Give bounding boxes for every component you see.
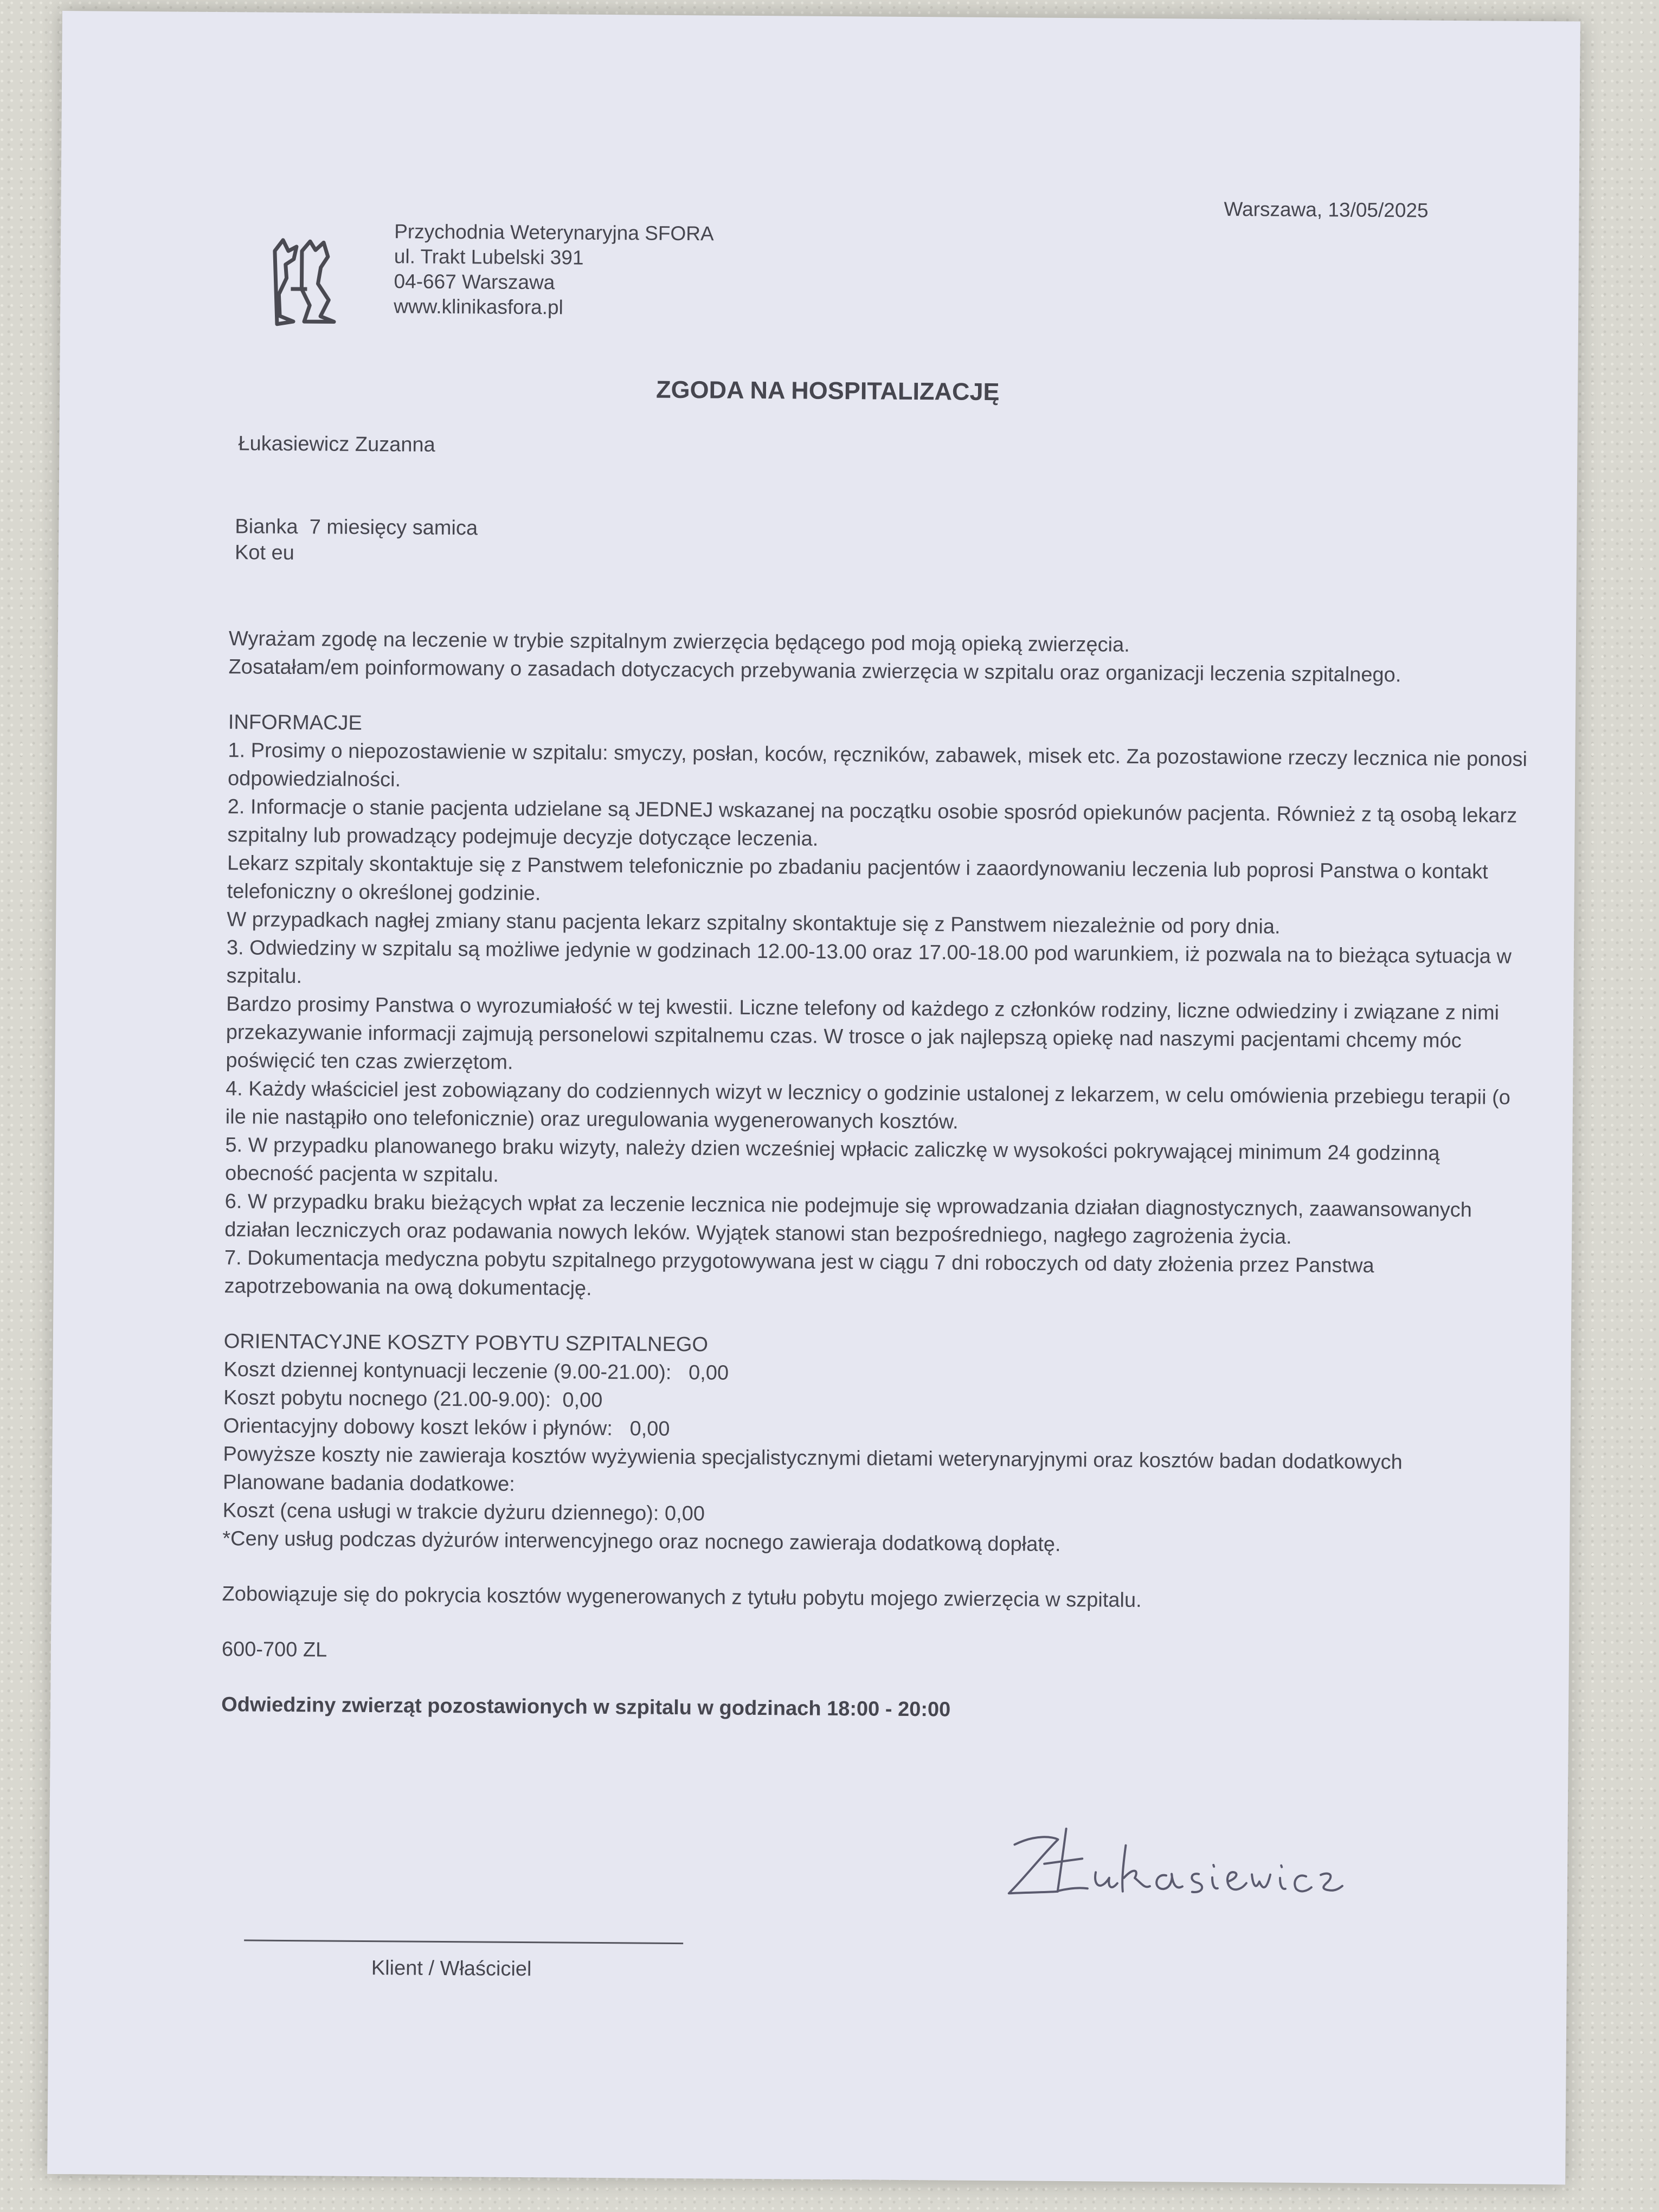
cost-night: Koszt pobytu nocnego (21.00-9.00): 0,00 [223,1386,603,1412]
info-item-3b: Bardzo prosimy Panstwa o wyrozumiałość w tej kwestii. Liczne telefony od każdego z członków rodziny, liczne odwiedziny i związane z nimi przekazywanie informacji zajmują personelowi szpitalnemu czas. W trosce o jak najlepszą opiekę nad naszymi pacjentami chcemy móc poświęcić ten czas zwierzętom. [226,993,1500,1074]
info-heading: INFORMACJE [228,711,362,735]
handwritten-signature [992,1812,1383,1923]
info-item-1: 1. Prosimy o niepozostawienie w szpitalu: smyczy, posłan, koców, ręczników, zabawek, misek etc. Za pozostawione rzeczy lecznica nie ponosi odpowiedzialności. [227,739,1528,792]
info-item-2c: W przypadkach nagłej zmiany stanu pacjenta lekarz szpitalny skontaktuje się z Panstwem niezależnie od pory dnia. [227,908,1281,938]
signature-label: Klient / Właściciel [371,1957,532,1981]
cost-estimate: 600-700 ZL [221,1638,327,1662]
date-line: Warszawa, 13/05/2025 [1224,197,1429,222]
info-item-5: 5. W przypadku planowanego braku wizyty, należy dzien wcześniej wpłacic zaliczkę w wysokości pokrywającej minimum 24 godzinną obecność pacjenta w szpitalu. [224,1134,1440,1187]
clinic-website: www.klinikasfora.pl [394,295,563,319]
cost-meds: Orientacyjny dobowy koszt leków i płynów: 0,00 [223,1414,670,1441]
info-item-2a: 2. Informacje o stanie pacjenta udzielane są JEDNEJ wskazanej na początku osobie sposród opiekunów pacjenta. Również z tą osobą lekarz szpitalny lub prowadzący podejmuje decyzje dotyczące leczenia. [227,795,1517,851]
document-title: ZGODA NA HOSPITALIZACJĘ [655,375,1000,406]
signature-line [244,1939,683,1944]
pet-line-2: Kot eu [234,541,295,565]
consent-line-2: Zosatałam/em poinformowany o zasadach dotyczacych przebywania zwierzęcia w szpitalu oraz organizacji leczenia szpitalnego. [228,655,1401,687]
planned-tests: Planowane badania dodatkowe: [222,1471,515,1496]
info-item-3a: 3. Odwiedziny w szpitalu są możliwe jedynie w godzinach 12.00-13.00 oraz 17.00-18.00 pod warunkiem, iż pozwala na to bieżąca sytuacja w szpitalu. [226,936,1512,988]
clinic-city: 04-667 Warszawa [394,270,555,294]
cost-service: Koszt (cena usługi w trakcie dyżuru dziennego): 0,00 [222,1499,705,1526]
clinic-street: ul. Trakt Lubelski 391 [394,245,584,269]
info-item-2b: Lekarz szpitaly skontaktuje się z Panstwem telefonicznie po zbadaniu pacjentów i zaaordynowaniu leczenia lub poprosi Panstwa o kontakt telefoniczny o określonej godzinie. [227,852,1488,905]
clinic-address-block [394,219,714,321]
info-item-4: 4. Każdy właściciel jest zobowiązany do codziennych wizyt w lecznicy o godzinie ustalonej z lekarzem, w celu omówienia przebiegu terapii (o ile nie nastąpiło ono telefonicznie) oraz uregulowania wygenerowanych kosztów. [225,1077,1511,1134]
pet-line-1: Bianka 7 miesięcy samica [235,515,478,540]
surcharge-note: *Ceny usług podczas dyżurów interwencyjnego oraz nocnego zawieraja dodatkową dopłatę. [222,1527,1061,1556]
info-item-6: 6. W przypadku braku bieżących wpłat za leczenie lecznica nie podejmuje się wprowadzania działan diagnostycznych, zaawansowanych działan leczniczych oraz podawania nowych leków. Wyjątek stanowi stan bezpośredniego, nagłego zagrożenia życia. [224,1190,1472,1249]
cost-day: Koszt dziennej kontynuacji leczenie (9.00-21.00): 0,00 [223,1358,729,1385]
costs-heading: ORIENTACYJNE KOSZTY POBYTU SZPITALNEGO [223,1330,709,1356]
clinic-name: Przychodnia Weterynaryjna SFORA [394,220,714,245]
document-body [221,625,1530,1728]
clinic-logo-icon [263,235,345,333]
owner-name: Łukasiewicz Zuzanna [238,432,435,456]
info-item-7: 7. Dokumentacja medyczna pobytu szpitalnego przygotowywana jest w ciągu 7 dni roboczych od daty złożenia przez Panstwa zapotrzebowania na ową dokumentację. [224,1246,1374,1300]
consent-line-1: Wyrażam zgodę na leczenie w trybie szpitalnym zwierzęcia będącego pod moją opieką zwierzęcia. [228,627,1130,657]
costs-note: Powyższe koszty nie zawieraja kosztów wyżywienia specjalistycznymi dietami weterynaryjnymi oraz kosztów badan dodatkowych [223,1443,1403,1474]
document-page [47,11,1580,2184]
commitment-line: Zobowiązuje się do pokrycia kosztów wygenerowanych z tytułu pobytu mojego zwierzęcia w szpitalu. [222,1583,1142,1612]
pet-info [235,513,478,567]
visiting-hours: Odwiedziny zwierząt pozostawionych w szpitalu w godzinach 18:00 - 20:00 [221,1693,951,1721]
